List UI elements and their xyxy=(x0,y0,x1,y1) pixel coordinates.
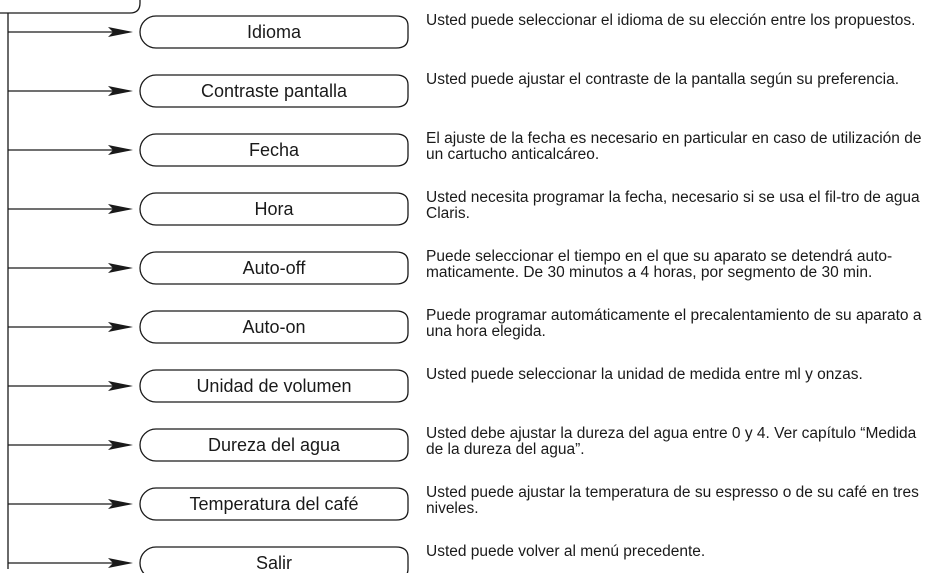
menu-item-label: Auto-off xyxy=(242,258,306,278)
menu-item-description: Usted puede volver al menú precedente. xyxy=(426,543,706,560)
parent-menu-box-fragment xyxy=(0,0,140,13)
menu-item-description: Usted puede ajustar la temperatura de su espresso o de su café en tres niveles. xyxy=(426,484,919,517)
menu-item-label: Unidad de volumen xyxy=(196,376,352,396)
menu-item-label: Contraste pantalla xyxy=(200,81,348,101)
menu-item-description: Usted puede seleccionar la unidad de medida entre ml y onzas. xyxy=(426,366,863,383)
menu-item-label: Hora xyxy=(254,199,294,219)
menu-item-label: Temperatura del café xyxy=(189,494,359,514)
menu-item-label: Dureza del agua xyxy=(207,435,341,455)
menu-item-description: El ajuste de la fecha es necesario en particular en caso de utilización de un cartucho anticalcáreo. xyxy=(426,130,922,163)
menu-item-description: Puede seleccionar el tiempo en el que su aparato se detendrá auto-maticamente. De 30 minutos a 4 horas, por segmento de 30 min. xyxy=(426,248,893,281)
menu-item-description: Usted debe ajustar la dureza del agua entre 0 y 4. Ver capítulo “Medida de la dureza del agua”. xyxy=(426,425,917,458)
menu-item-label: Fecha xyxy=(248,140,300,160)
menu-item-description: Usted necesita programar la fecha, necesario si se usa el fil-tro de agua Claris. xyxy=(426,189,920,222)
menu-item-label: Auto-on xyxy=(242,317,306,337)
menu-item-description: Puede programar automáticamente el precalentamiento de su aparato a una hora elegida. xyxy=(426,307,922,340)
menu-item-description: Usted puede ajustar el contraste de la pantalla según su preferencia. xyxy=(426,71,900,88)
menu-item-description: Usted puede seleccionar el idioma de su elección entre los propuestos. xyxy=(426,12,916,29)
menu-item-label: Idioma xyxy=(246,22,302,42)
menu-item-label: Salir xyxy=(255,553,293,573)
